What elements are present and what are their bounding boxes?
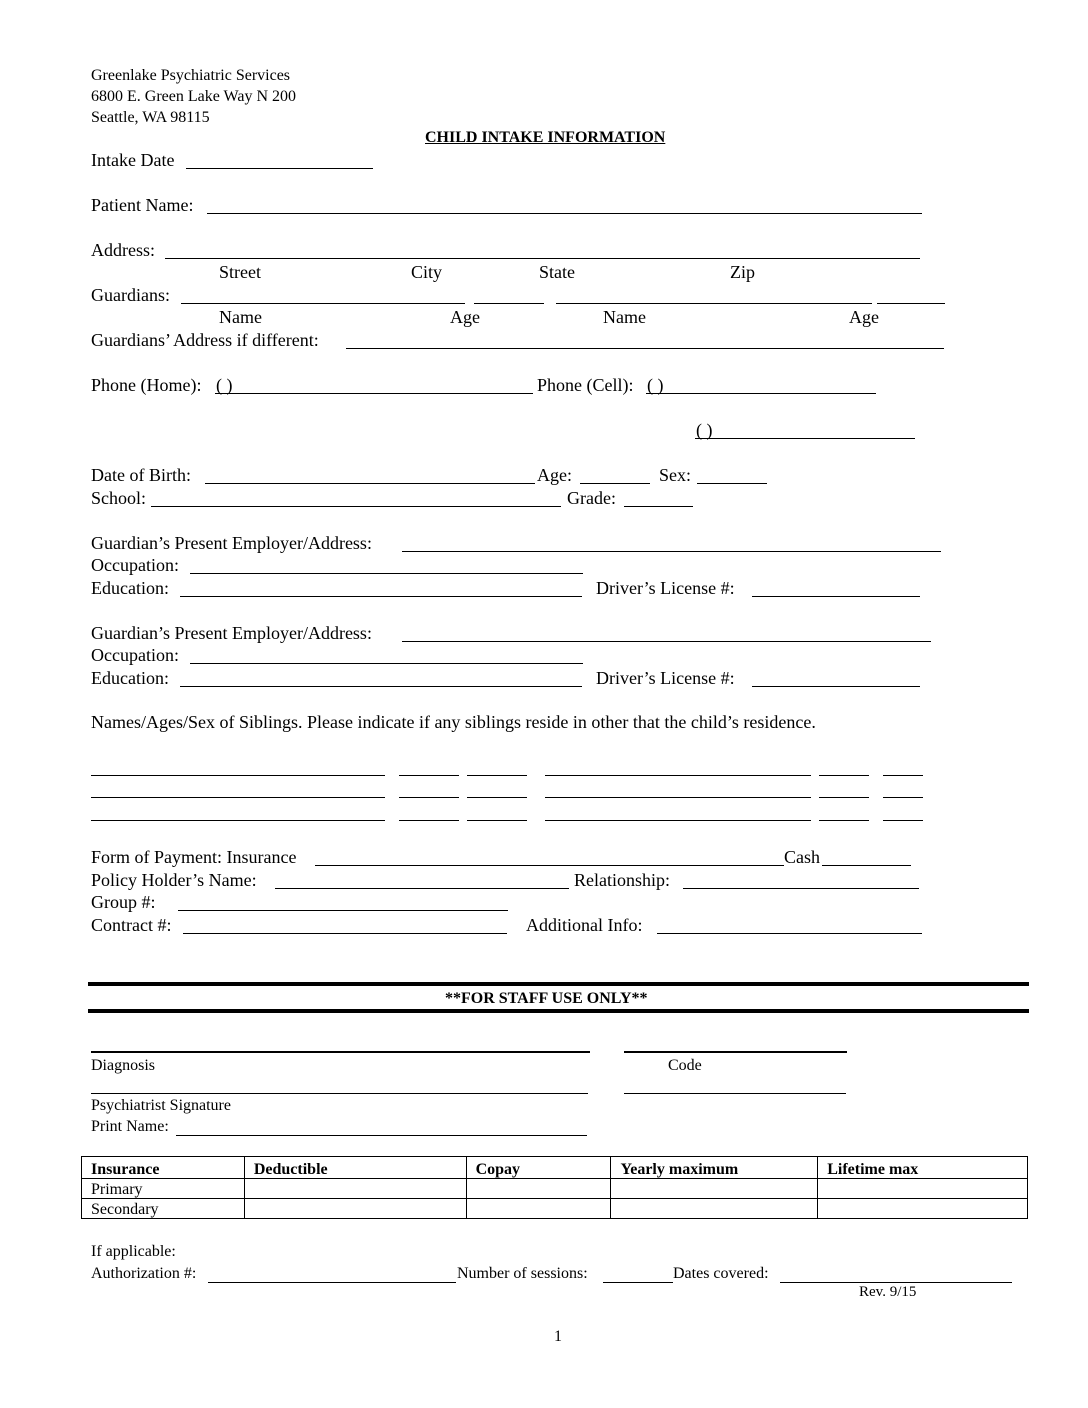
diagnosis-caption: Diagnosis bbox=[91, 1057, 155, 1074]
print-name-field[interactable] bbox=[176, 1135, 587, 1136]
guardians-label: Guardians: bbox=[91, 285, 170, 305]
staff-use-heading: **FOR STAFF USE ONLY** bbox=[445, 990, 648, 1007]
org-name: Greenlake Psychiatric Services bbox=[91, 67, 291, 84]
sibling-sex-field[interactable] bbox=[467, 820, 527, 821]
age-label: Age: bbox=[537, 465, 572, 485]
sibling-age-field[interactable] bbox=[819, 820, 869, 821]
form-title: CHILD INTAKE INFORMATION bbox=[425, 129, 666, 146]
relationship-label: Relationship: bbox=[574, 870, 670, 890]
code-caption: Code bbox=[668, 1057, 702, 1074]
revision-label: Rev. 9/15 bbox=[859, 1284, 917, 1300]
psychiatrist-signature-field[interactable] bbox=[91, 1093, 588, 1094]
grade-field[interactable] bbox=[624, 506, 693, 507]
contract-field[interactable] bbox=[183, 933, 507, 934]
sibling-sex-field[interactable] bbox=[467, 797, 527, 798]
phone-home-field[interactable] bbox=[215, 393, 533, 394]
policy-holder-field[interactable] bbox=[275, 888, 569, 889]
sibling-name-field[interactable] bbox=[91, 797, 385, 798]
psychiatrist-signature-caption: Psychiatrist Signature bbox=[91, 1097, 231, 1114]
contract-label: Contract #: bbox=[91, 915, 172, 935]
cash-field[interactable] bbox=[822, 865, 911, 866]
row-label-primary: Primary bbox=[82, 1179, 245, 1199]
guardian2-license-field[interactable] bbox=[752, 686, 920, 687]
guardian2-occupation-label: Occupation: bbox=[91, 645, 179, 665]
primary-copay-cell[interactable] bbox=[466, 1179, 611, 1199]
policy-holder-label: Policy Holder’s Name: bbox=[91, 870, 257, 890]
siblings-instructions: Names/Ages/Sex of Siblings. Please indicate if any siblings reside in other that the child’s residence. bbox=[91, 712, 816, 732]
phone-cell-field[interactable] bbox=[646, 393, 876, 394]
grade-label: Grade: bbox=[567, 488, 616, 508]
guardian2-employer-label: Guardian’s Present Employer/Address: bbox=[91, 623, 372, 643]
sibling-name-field[interactable] bbox=[91, 820, 385, 821]
intake-date-label: Intake Date bbox=[91, 150, 175, 170]
guardian1-occupation-field[interactable] bbox=[190, 573, 583, 574]
dob-field[interactable] bbox=[205, 483, 535, 484]
address-field[interactable] bbox=[165, 258, 920, 259]
guardian1-occupation-label: Occupation: bbox=[91, 555, 179, 575]
primary-deductible-cell[interactable] bbox=[244, 1179, 466, 1199]
lifetime-max-header: Lifetime max bbox=[818, 1157, 1028, 1179]
sibling-sex-field[interactable] bbox=[883, 797, 923, 798]
sex-field[interactable] bbox=[697, 483, 767, 484]
org-address-line1: 6800 E. Green Lake Way N 200 bbox=[91, 88, 297, 105]
guardian1-age-caption: Age bbox=[450, 307, 480, 327]
guardian2-education-label: Education: bbox=[91, 668, 169, 688]
staff-section-bottom-rule bbox=[88, 1009, 1029, 1013]
primary-lifetime-max-cell[interactable] bbox=[818, 1179, 1028, 1199]
guardian2-employer-field[interactable] bbox=[402, 641, 931, 642]
sibling-age-field[interactable] bbox=[399, 775, 459, 776]
diagnosis-field[interactable] bbox=[91, 1051, 590, 1053]
guardian1-employer-field[interactable] bbox=[402, 551, 941, 552]
guardian2-name-caption: Name bbox=[603, 307, 646, 327]
additional-info-label: Additional Info: bbox=[526, 915, 643, 935]
sibling-sex-field[interactable] bbox=[883, 775, 923, 776]
cash-label: Cash bbox=[784, 847, 820, 867]
guardian2-age-field[interactable] bbox=[877, 303, 945, 304]
yearly-maximum-header: Yearly maximum bbox=[611, 1157, 818, 1179]
org-address-line2: Seattle, WA 98115 bbox=[91, 109, 210, 126]
group-label: Group #: bbox=[91, 892, 156, 912]
sibling-name-field[interactable] bbox=[545, 797, 811, 798]
guardians-address-label: Guardians’ Address if different: bbox=[91, 330, 319, 350]
guardian2-education-field[interactable] bbox=[180, 686, 582, 687]
additional-info-field[interactable] bbox=[657, 933, 922, 934]
guardian2-age-caption: Age bbox=[849, 307, 879, 327]
guardian2-name-field[interactable] bbox=[556, 303, 872, 304]
guardian1-name-caption: Name bbox=[219, 307, 262, 327]
if-applicable-label: If applicable: bbox=[91, 1243, 176, 1260]
sibling-name-field[interactable] bbox=[545, 820, 811, 821]
row-label-secondary: Secondary bbox=[82, 1199, 245, 1219]
city-caption: City bbox=[411, 262, 443, 282]
sibling-age-field[interactable] bbox=[819, 797, 869, 798]
secondary-deductible-cell[interactable] bbox=[244, 1199, 466, 1219]
guardian1-name-field[interactable] bbox=[181, 303, 465, 304]
phone-other-area-code: ( ) bbox=[696, 420, 713, 440]
sibling-sex-field[interactable] bbox=[883, 820, 923, 821]
intake-date-field[interactable] bbox=[186, 168, 373, 169]
guardian1-employer-label: Guardian’s Present Employer/Address: bbox=[91, 533, 372, 553]
street-caption: Street bbox=[219, 262, 261, 282]
dates-covered-label: Dates covered: bbox=[673, 1265, 769, 1282]
sibling-age-field[interactable] bbox=[399, 820, 459, 821]
guardian2-occupation-field[interactable] bbox=[190, 663, 583, 664]
sibling-age-field[interactable] bbox=[399, 797, 459, 798]
secondary-yearly-max-cell[interactable] bbox=[611, 1199, 818, 1219]
sibling-name-field[interactable] bbox=[91, 775, 385, 776]
address-label: Address: bbox=[91, 240, 155, 260]
phone-other-field[interactable] bbox=[695, 438, 915, 439]
age-field[interactable] bbox=[580, 483, 650, 484]
insurance-field[interactable] bbox=[315, 865, 784, 866]
guardian2-license-label: Driver’s License #: bbox=[596, 668, 735, 688]
phone-home-area-code: ( ) bbox=[216, 375, 233, 395]
table-row bbox=[82, 1179, 1028, 1199]
table-row bbox=[82, 1199, 1028, 1219]
authorization-field[interactable] bbox=[208, 1282, 456, 1283]
staff-section-top-rule bbox=[88, 982, 1029, 986]
secondary-lifetime-max-cell[interactable] bbox=[818, 1199, 1028, 1219]
sibling-age-field[interactable] bbox=[819, 775, 869, 776]
state-caption: State bbox=[539, 262, 575, 282]
primary-yearly-max-cell[interactable] bbox=[611, 1179, 818, 1199]
print-name-label: Print Name: bbox=[91, 1118, 169, 1135]
zip-caption: Zip bbox=[730, 262, 755, 282]
guardian1-education-label: Education: bbox=[91, 578, 169, 598]
sex-label: Sex: bbox=[659, 465, 692, 485]
page-number: 1 bbox=[554, 1328, 562, 1345]
sibling-sex-field[interactable] bbox=[467, 775, 527, 776]
school-field[interactable] bbox=[151, 506, 561, 507]
phone-cell-label: Phone (Cell): bbox=[537, 375, 634, 395]
insurance-header: Insurance bbox=[82, 1157, 245, 1179]
phone-home-label: Phone (Home): bbox=[91, 375, 202, 395]
sessions-label: Number of sessions: bbox=[457, 1265, 588, 1282]
copay-header: Copay bbox=[466, 1157, 611, 1179]
group-field[interactable] bbox=[178, 910, 508, 911]
insurance-table bbox=[81, 1156, 1028, 1219]
authorization-label: Authorization #: bbox=[91, 1265, 197, 1282]
guardians-address-field[interactable] bbox=[346, 348, 944, 349]
sibling-name-field[interactable] bbox=[545, 775, 811, 776]
guardian1-license-label: Driver’s License #: bbox=[596, 578, 735, 598]
relationship-field[interactable] bbox=[683, 888, 919, 889]
deductible-header: Deductible bbox=[244, 1157, 466, 1179]
secondary-copay-cell[interactable] bbox=[466, 1199, 611, 1219]
school-label: School: bbox=[91, 488, 147, 508]
dob-label: Date of Birth: bbox=[91, 465, 191, 485]
phone-cell-area-code: ( ) bbox=[647, 375, 664, 395]
insurance-table-header bbox=[82, 1157, 1028, 1179]
payment-label: Form of Payment: Insurance bbox=[91, 847, 297, 867]
sessions-field[interactable] bbox=[603, 1282, 673, 1283]
guardian1-education-field[interactable] bbox=[180, 596, 582, 597]
patient-name-label: Patient Name: bbox=[91, 195, 194, 215]
guardian1-age-field[interactable] bbox=[474, 303, 544, 304]
code-field-2[interactable] bbox=[624, 1093, 846, 1094]
dates-covered-field[interactable] bbox=[780, 1282, 1012, 1283]
guardian1-license-field[interactable] bbox=[752, 596, 920, 597]
code-field[interactable] bbox=[624, 1051, 847, 1053]
patient-name-field[interactable] bbox=[207, 213, 922, 214]
